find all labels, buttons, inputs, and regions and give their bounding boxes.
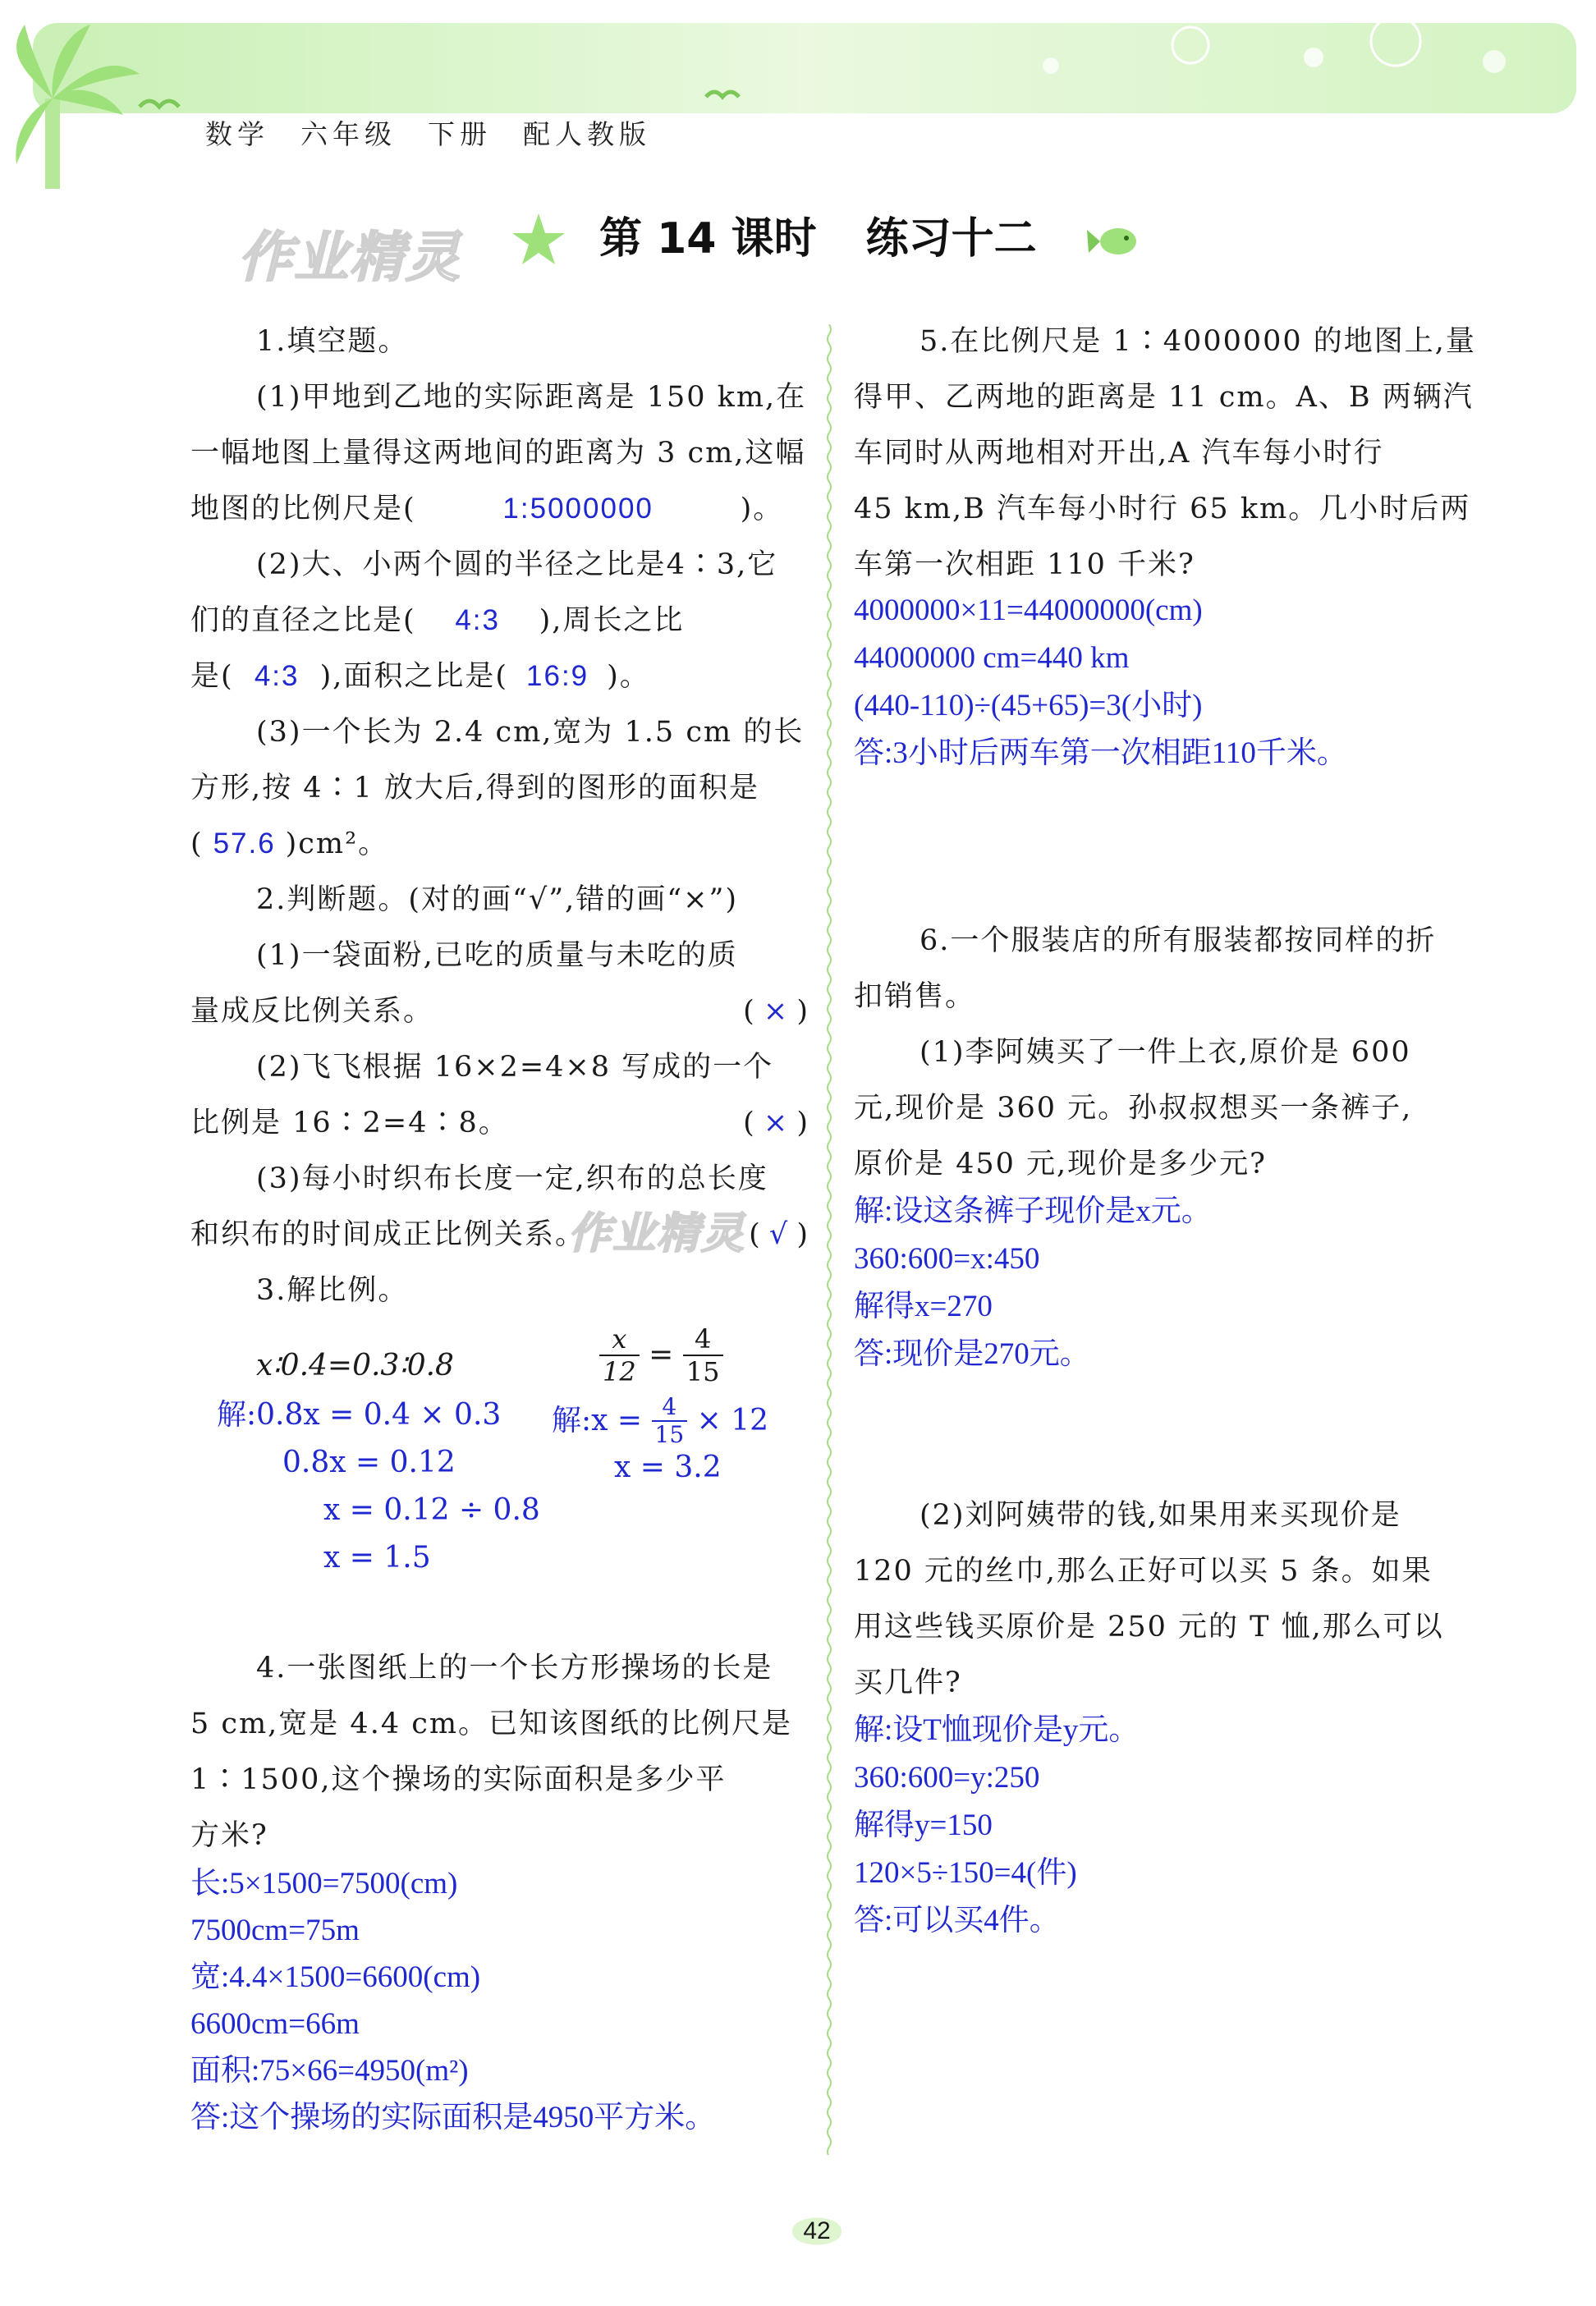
answer-diameter-ratio: 4:3 bbox=[455, 604, 500, 636]
lesson-name: 练习十二 bbox=[865, 214, 1037, 264]
q3-heading: 3.解比例。 bbox=[256, 1274, 409, 1307]
q4-answer-4: 6600cm=66m bbox=[190, 2007, 360, 2041]
q2-heading: 2.判断题。(对的画“√”,错的画“×”) bbox=[256, 883, 739, 916]
q3-eq1-step1: 解:0.8x = 0.4 × 0.3 bbox=[217, 1398, 502, 1432]
q6-p2-answer-2: 360:600=y:250 bbox=[854, 1761, 1040, 1795]
q3-equation2: $\frac{x}{12}$ = $\frac{4}{15}$ bbox=[599, 1323, 723, 1387]
q6-p2-line4: 买几件? bbox=[854, 1666, 962, 1699]
page-title bbox=[599, 204, 1037, 265]
q1-p3-line2: 方形,按 4∶1 放大后,得到的图形的面积是 bbox=[190, 772, 760, 805]
starfish-icon bbox=[509, 210, 568, 269]
q6-line2: 扣销售。 bbox=[854, 980, 976, 1013]
q5-line2: 得甲、乙两地的距离是 11 cm。A、B 两辆汽 bbox=[854, 381, 1474, 414]
header-grade: 六年级 bbox=[300, 118, 397, 150]
q6-line1: 6.一个服装店的所有服装都按同样的折 bbox=[920, 924, 1437, 957]
answer-area: 57.6 bbox=[213, 828, 276, 860]
q4-line3: 1∶1500,这个操场的实际面积是多少平 bbox=[190, 1763, 727, 1796]
q5-line4: 45 km,B 汽车每小时行 65 km。几小时后两 bbox=[854, 493, 1471, 525]
q5-answer-1: 4000000×11=44000000(cm) bbox=[854, 594, 1203, 627]
q2-p3-line2: 和织布的时间成正比例关系。 bbox=[190, 1218, 586, 1251]
q1-p2-line2: 们的直径之比是( 4:3 ),周长之比 bbox=[190, 604, 685, 637]
lesson-number: 第 14 课时 bbox=[599, 214, 817, 264]
q1-p1-line1: (1)甲地到乙地的实际距离是 150 km,在 bbox=[256, 381, 807, 414]
q5-answer-2: 44000000 cm=440 km bbox=[854, 641, 1130, 675]
header-edition: 配人教版 bbox=[523, 118, 651, 150]
answer-scale: 1:5000000 bbox=[502, 493, 654, 525]
q6-p2-line2: 120 元的丝巾,那么正好可以买 5 条。如果 bbox=[854, 1555, 1433, 1588]
watermark-logo: 作业精灵 bbox=[238, 226, 461, 289]
q6-p2-line1: (2)刘阿姨带的钱,如果用来买现价是 bbox=[920, 1499, 1401, 1532]
cross-mark: × bbox=[763, 1107, 788, 1139]
q5-answer-3: (440-110)÷(45+65)=3(小时) bbox=[854, 689, 1203, 722]
q2-p3-line1: (3)每小时织布长度一定,织布的总长度 bbox=[256, 1162, 768, 1195]
q1-p1-line3: 地图的比例尺是( 1:5000000 )。 bbox=[190, 493, 784, 525]
q2-p1-judgement: ( × ) bbox=[743, 995, 808, 1028]
header-subject: 数学 bbox=[205, 118, 269, 150]
page-number: 42 bbox=[803, 2217, 831, 2244]
q6-p2-answer-4: 120×5÷150=4(件) bbox=[854, 1856, 1077, 1890]
answer-area-ratio: 16:9 bbox=[526, 660, 589, 692]
q2-p1-line2: 量成反比例关系。 bbox=[190, 995, 434, 1028]
book-header bbox=[205, 113, 682, 152]
q3-equation1: x∶0.4=0.3∶0.8 bbox=[256, 1349, 454, 1382]
q6-p1-answer-4: 答:现价是270元。 bbox=[854, 1337, 1090, 1371]
q4-line1: 4.一张图纸上的一个长方形操场的长是 bbox=[256, 1652, 773, 1685]
q4-answer-2: 7500cm=75m bbox=[190, 1914, 360, 1947]
q2-p2-line2: 比例是 16∶2=4∶8。 bbox=[190, 1107, 509, 1139]
q6-p2-answer-1: 解:设T恤现价是y元。 bbox=[854, 1713, 1140, 1747]
q1-p3-line1: (3)一个长为 2.4 cm,宽为 1.5 cm 的长 bbox=[256, 716, 805, 749]
lesson-title-row bbox=[0, 204, 1596, 289]
watermark-logo: 作业精灵 bbox=[568, 1209, 746, 1258]
q4-line2: 5 cm,宽是 4.4 cm。已知该图纸的比例尺是 bbox=[190, 1708, 793, 1740]
answer-perimeter-ratio: 4:3 bbox=[254, 660, 300, 692]
q3-eq1-step4: x = 1.5 bbox=[323, 1541, 431, 1575]
q1-p1-line2: 一幅地图上量得这两地间的距离为 3 cm,这幅 bbox=[190, 437, 806, 470]
q2-p1-line1: (1)一袋面粉,已吃的质量与未吃的质 bbox=[256, 939, 738, 972]
q6-p1-line3: 原价是 450 元,现价是多少元? bbox=[854, 1148, 1267, 1181]
q4-answer-5: 面积:75×66=4950(m²) bbox=[190, 2054, 469, 2088]
q3-eq1-step3: x = 0.12 ÷ 0.8 bbox=[323, 1493, 540, 1527]
q5-answer-4: 答:3小时后两车第一次相距110千米。 bbox=[854, 736, 1347, 770]
q6-p1-line2: 元,现价是 360 元。孙叔叔想买一条裤子, bbox=[854, 1092, 1413, 1125]
q4-answer-3: 宽:4.4×1500=6600(cm) bbox=[190, 1960, 481, 1994]
q5-line1: 5.在比例尺是 1∶4000000 的地图上,量 bbox=[920, 325, 1476, 358]
q4-answer-1: 长:5×1500=7500(cm) bbox=[190, 1867, 458, 1900]
q5-line5: 车第一次相距 110 千米? bbox=[854, 548, 1195, 581]
q1-p2-line3: 是( 4:3 ),面积之比是( 16:9 )。 bbox=[190, 660, 650, 693]
q4-line4: 方米? bbox=[190, 1819, 268, 1852]
q4-answer-6: 答:这个操场的实际面积是4950平方米。 bbox=[190, 2101, 716, 2134]
q6-p1-answer-2: 360:600=x:450 bbox=[854, 1242, 1040, 1276]
q6-p1-answer-1: 解:设这条裤子现价是x元。 bbox=[854, 1194, 1212, 1228]
q6-p2-answer-5: 答:可以买4件。 bbox=[854, 1904, 1060, 1937]
q3-eq2-step1: 解:x = $\frac{4}{15}$ × 12 bbox=[552, 1393, 769, 1448]
q3-eq1-step2: 0.8x = 0.12 bbox=[282, 1446, 456, 1479]
q1-p3-line3: ( 57.6 )cm²。 bbox=[190, 828, 389, 860]
fish-icon bbox=[1084, 210, 1146, 273]
header-banner bbox=[0, 0, 1596, 197]
cross-mark: × bbox=[763, 995, 788, 1028]
q6-p1-line1: (1)李阿姨买了一件上衣,原价是 600 bbox=[920, 1036, 1411, 1069]
q3-eq2-step2: x = 3.2 bbox=[614, 1451, 722, 1484]
q2-p3-judgement: ( √ ) bbox=[749, 1218, 808, 1251]
q1-p2-line1: (2)大、小两个圆的半径之比是4∶3,它 bbox=[256, 548, 778, 581]
q6-p2-line3: 用这些钱买原价是 250 元的 T 恤,那么可以 bbox=[854, 1611, 1444, 1644]
check-mark: √ bbox=[768, 1218, 788, 1251]
q2-p2-judgement: ( × ) bbox=[743, 1107, 808, 1139]
q6-p1-answer-3: 解得x=270 bbox=[854, 1290, 993, 1323]
q2-p2-line1: (2)飞飞根据 16×2=4×8 写成的一个 bbox=[256, 1051, 774, 1084]
header-volume: 下册 bbox=[428, 118, 492, 150]
q6-p2-answer-3: 解得y=150 bbox=[854, 1809, 993, 1842]
column-divider bbox=[824, 324, 834, 2155]
q5-line3: 车同时从两地相对开出,A 汽车每小时行 bbox=[854, 437, 1384, 470]
q1-heading: 1.填空题。 bbox=[256, 325, 409, 358]
